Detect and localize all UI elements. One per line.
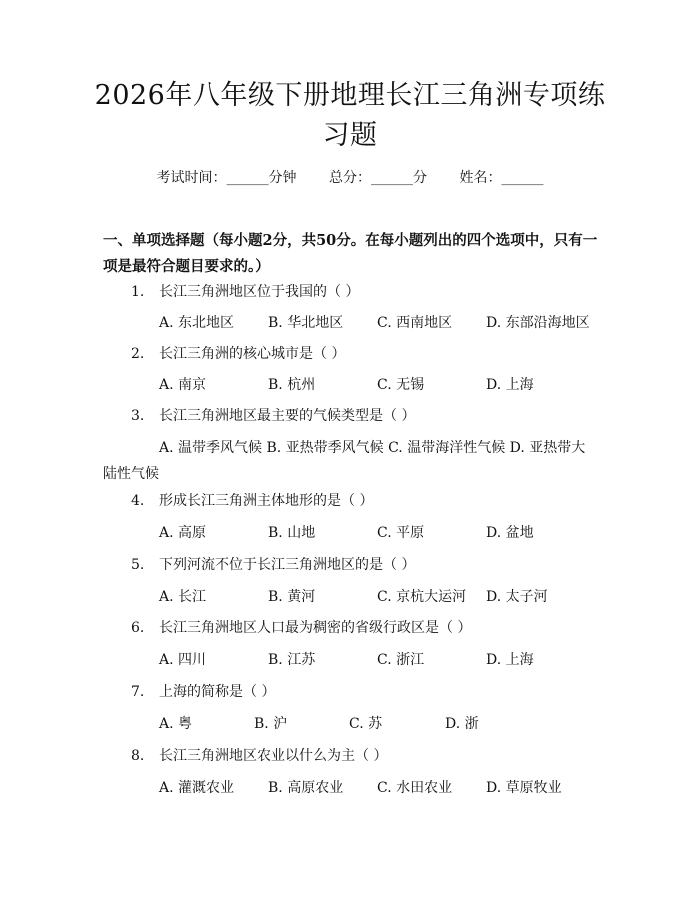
question-4 <box>131 491 373 511</box>
option-b: B. 杭州 <box>268 377 316 393</box>
question-number: 7. <box>131 684 145 700</box>
question-number: 6. <box>131 620 145 636</box>
option-c: C. 无锡 <box>377 377 425 393</box>
question-stem: 长江三角洲地区人口最为稠密的省级行政区是（ ） <box>159 620 472 636</box>
question-stem: 形成长江三角洲主体地形的是（ ） <box>159 493 374 509</box>
question-2 <box>131 344 345 364</box>
question-number: 3. <box>131 408 145 424</box>
question-5 <box>131 555 415 575</box>
option-d: D. 太子河 <box>486 589 548 605</box>
question-stem: 长江三角洲地区农业以什么为主（ ） <box>159 748 388 764</box>
option-b: B. 华北地区 <box>268 315 344 331</box>
option-d: D. 东部沿海地区 <box>486 315 590 331</box>
exam-meta <box>0 168 700 188</box>
question-number: 4. <box>131 493 145 509</box>
question-number: 1. <box>131 284 145 300</box>
question-number: 5. <box>131 557 145 573</box>
option-a: A. 长江 <box>159 589 207 605</box>
option-a: A. 粤 <box>159 716 193 732</box>
option-c: C. 浙江 <box>377 652 425 668</box>
student-name: 姓名：______ <box>459 170 544 186</box>
option-d: D. 浙 <box>445 716 479 732</box>
option-d: D. 上海 <box>486 652 534 668</box>
question-3 <box>131 406 415 426</box>
question-6 <box>131 618 471 638</box>
option-b: B. 山地 <box>268 525 316 541</box>
option-d: D. 草原牧业 <box>486 780 562 796</box>
option-a: A. 灌溉农业 <box>159 780 235 796</box>
question-stem: 长江三角洲地区最主要的气候类型是（ ） <box>159 408 416 424</box>
exam-total-score: 总分：______分 <box>329 170 427 186</box>
question-number: 2. <box>131 346 145 362</box>
option-c: C. 苏 <box>349 716 383 732</box>
question-3-options: A. 温带季风气候 B. 亚热带季风气候 C. 温带海洋性气候 D. 亚热带大陆性气候 <box>103 440 586 482</box>
option-c: C. 平原 <box>377 525 425 541</box>
option-b: B. 黄河 <box>268 589 316 605</box>
question-stem: 长江三角洲地区位于我国的（ ） <box>159 284 360 300</box>
option-d: D. 盆地 <box>486 525 534 541</box>
option-c: C. 京杭大运河 <box>377 589 467 605</box>
question-number: 8. <box>131 748 145 764</box>
option-b: B. 江苏 <box>268 652 316 668</box>
question-8 <box>131 746 387 766</box>
option-c: C. 水田农业 <box>377 780 453 796</box>
option-a: A. 四川 <box>159 652 207 668</box>
option-a: A. 高原 <box>159 525 207 541</box>
option-a: A. 东北地区 <box>159 315 235 331</box>
question-7 <box>131 682 275 702</box>
question-stem: 下列河流不位于长江三角洲地区的是（ ） <box>159 557 416 573</box>
question-stem: 上海的简称是（ ） <box>159 684 276 700</box>
option-c: C. 西南地区 <box>377 315 453 331</box>
question-1 <box>131 282 359 302</box>
option-b: B. 高原农业 <box>268 780 344 796</box>
exam-time: 考试时间：______分钟 <box>156 170 297 186</box>
option-b: B. 沪 <box>254 716 288 732</box>
option-a: A. 南京 <box>159 377 207 393</box>
page-title: 2026年八年级下册地理长江三角洲专项练习题 <box>94 80 606 151</box>
option-d: D. 上海 <box>486 377 534 393</box>
question-stem: 长江三角洲的核心城市是（ ） <box>159 346 346 362</box>
section-heading: 一、单项选择题（每小题2分，共50分。在每小题列出的四个选项中，只有一项是最符合题目要求的。） <box>103 232 598 275</box>
